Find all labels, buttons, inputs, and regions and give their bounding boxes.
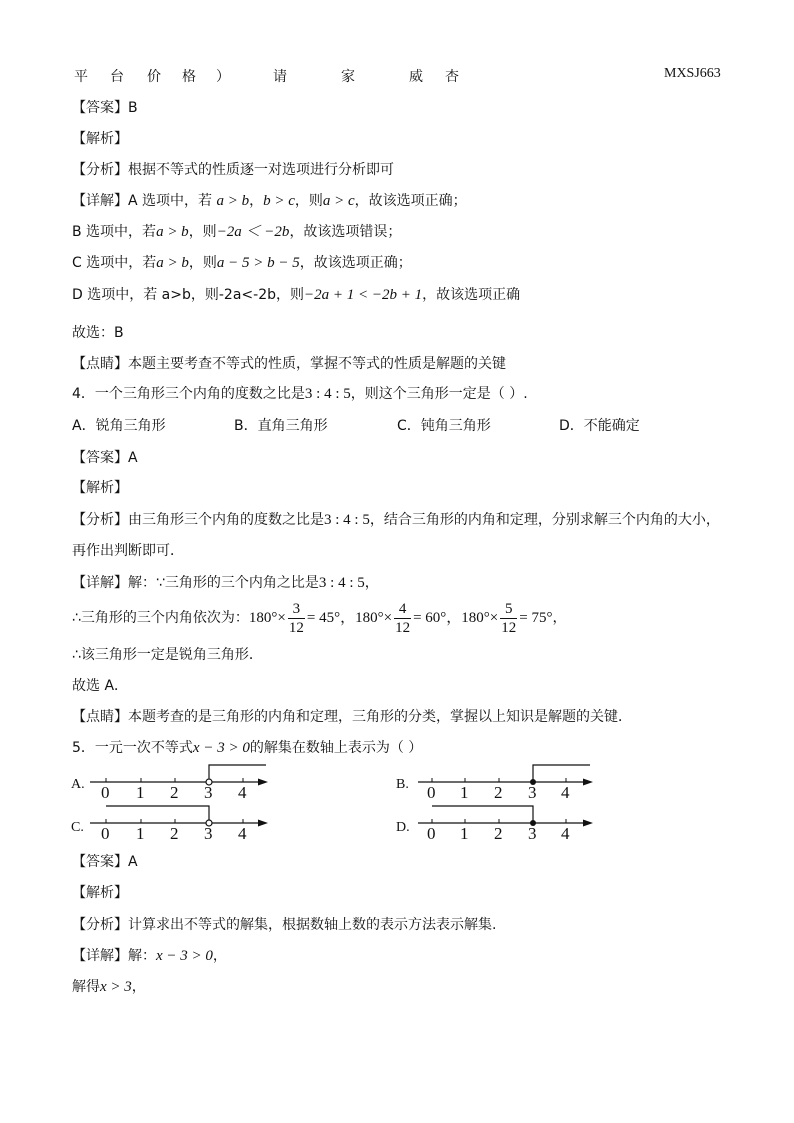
q4-option-a: A．锐角三角形 <box>72 418 166 434</box>
tick-label: 1 <box>460 824 469 843</box>
header-char: 台 <box>110 69 124 85</box>
text: 5．一元一次不等式 <box>72 740 193 756</box>
q5-fenxi: 【分析】计算求出不等式的解集，根据数轴上数的表示方法表示解集. <box>72 917 497 933</box>
text: 【分析】由三角形三个内角的度数之比是 <box>72 512 324 528</box>
text: C 选项中，若 <box>72 255 157 271</box>
math: ，180°× <box>340 610 393 626</box>
q5-option-a-label: A. <box>71 777 85 792</box>
math: 180°× <box>248 610 286 626</box>
fraction <box>394 600 411 637</box>
text: ，故该选项正确； <box>299 255 412 271</box>
math: a > b <box>156 224 189 240</box>
tick-label: 4 <box>561 783 570 802</box>
q5-option-d-numberline <box>418 806 593 843</box>
text: ， <box>364 575 379 591</box>
denominator: 12 <box>288 619 304 636</box>
math: −2a + 1 < −2b + 1 <box>304 287 423 303</box>
q5-stem <box>72 738 422 758</box>
math: = 60° <box>413 610 447 626</box>
text: ， <box>131 979 146 995</box>
text: ，则这个三角形一定是（ ）. <box>350 386 528 402</box>
text: 【详解】解：∵三角形的三个内角之比是 <box>72 575 319 591</box>
header-char: 平 <box>74 69 88 85</box>
q5-option-c-numberline <box>90 806 268 843</box>
tick-label: 0 <box>427 783 436 802</box>
q5-solution <box>72 977 146 997</box>
math: a − 5 > b − 5 <box>216 255 300 271</box>
math: 3 : 4 : 5 <box>324 512 370 528</box>
q3-analysis-heading: 【解析】 <box>72 131 128 147</box>
text: 的解集在数轴上表示为（ ） <box>249 740 423 756</box>
tick-label: 1 <box>460 783 469 802</box>
q3-option-c-detail <box>72 253 412 273</box>
text: 解得 <box>72 979 100 995</box>
text: 【详解】A 选项中，若 <box>72 193 213 209</box>
header-char: 请 <box>273 69 287 85</box>
q4-angles-line <box>72 598 566 638</box>
q5-option-c-label: C. <box>71 820 84 835</box>
q5-xiangjie <box>72 946 227 966</box>
tick-label: 0 <box>101 824 110 843</box>
text: ， <box>212 948 227 964</box>
header-char: 家 <box>341 69 355 85</box>
text: 【详解】解： <box>72 948 156 964</box>
fraction <box>288 600 305 637</box>
text: ，则 <box>188 255 217 271</box>
text: ，则 <box>294 193 323 209</box>
text: B 选项中，若 <box>72 224 157 240</box>
q4-dianjing: 【点睛】本题考查的是三角形的内角和定理，三角形的分类，掌握以上知识是解题的关键． <box>72 709 632 725</box>
math: = 45° <box>306 610 341 626</box>
tick-label: 1 <box>136 783 145 802</box>
denominator: 12 <box>501 619 517 636</box>
q5-option-a-numberline <box>90 765 268 802</box>
tick-label: 2 <box>494 824 503 843</box>
q4-choose: 故选 A． <box>72 678 129 694</box>
q5-analysis-heading: 【解析】 <box>72 885 128 901</box>
math: b > c <box>263 193 295 209</box>
q4-option-c: C．钝角三角形 <box>397 418 491 434</box>
text: ， <box>249 193 264 209</box>
tick-label: 1 <box>136 824 145 843</box>
math: a > b <box>156 255 189 271</box>
math: ，180°× <box>446 610 499 626</box>
text: ∴三角形的三个内角依次为： <box>72 610 249 626</box>
math: 3 : 4 : 5 <box>318 575 365 591</box>
math: = 75° <box>519 610 553 626</box>
math: 3 : 4 : 5 <box>304 386 351 402</box>
text: ，结合三角形的内角和定理，分别求解三个内角的大小， <box>369 512 720 528</box>
tick-label: 2 <box>170 824 179 843</box>
math: a > c <box>322 193 355 209</box>
numerator: 5 <box>500 600 517 619</box>
q3-option-b-detail <box>72 222 401 242</box>
tick-label: 2 <box>170 783 179 802</box>
math: x > 3 <box>100 979 132 995</box>
q5-option-b-label: B. <box>396 777 409 792</box>
tick-label: 3 <box>204 783 213 802</box>
numerator: 4 <box>394 600 411 619</box>
tick-label: 0 <box>101 783 110 802</box>
q4-option-d: D．不能确定 <box>559 418 640 434</box>
q3-fenxi: 【分析】根据不等式的性质逐一对选项进行分析即可 <box>72 162 394 178</box>
tick-label: 4 <box>238 824 247 843</box>
text: ，则 <box>188 224 217 240</box>
tick-label: 2 <box>494 783 503 802</box>
q4-stem <box>72 384 528 404</box>
q5-option-b-numberline <box>418 765 593 802</box>
math: x − 3 > 0 <box>192 740 250 756</box>
text: ，故该选项错误； <box>289 224 402 240</box>
q3-dianjing: 【点睛】本题主要考查不等式的性质，掌握不等式的性质是解题的关键 <box>72 356 506 372</box>
header-char: ） <box>216 69 230 85</box>
header-char: 价 <box>147 69 161 85</box>
math: −2a ＜ −2b <box>216 224 290 240</box>
text: ， <box>552 610 567 626</box>
page-header <box>0 66 794 86</box>
numerator: 3 <box>288 600 305 619</box>
q5-number-lines <box>0 760 794 855</box>
q3-choose: 故选：B <box>72 325 124 341</box>
q3-option-a-detail <box>72 191 467 211</box>
math: a > b <box>216 193 250 209</box>
tick-label: 0 <box>427 824 436 843</box>
q4-option-b: B．直角三角形 <box>234 418 328 434</box>
q4-conclusion: ∴该三角形一定是锐角三角形． <box>72 647 263 663</box>
text: 4．一个三角形三个内角的度数之比是 <box>72 386 305 402</box>
tick-label: 3 <box>204 824 213 843</box>
denominator: 12 <box>395 619 411 636</box>
text: ，故该选项正确 <box>422 287 521 303</box>
q4-answer: 【答案】A <box>72 450 138 466</box>
fraction <box>500 600 517 637</box>
header-char: 格 <box>182 69 196 85</box>
header-char: 威 <box>409 69 423 85</box>
q5-answer: 【答案】A <box>72 854 138 870</box>
header-char: 杏 <box>445 69 459 85</box>
tick-label: 4 <box>561 824 570 843</box>
q4-xiangjie <box>72 573 379 593</box>
tick-label: 3 <box>528 824 537 843</box>
math: x − 3 > 0 <box>156 948 213 964</box>
text: D 选项中，若 a>b，则-2a<-2b，则 <box>72 287 304 303</box>
q3-option-d-detail <box>72 285 520 305</box>
q4-fenxi <box>72 510 720 530</box>
q3-answer: 【答案】B <box>72 100 138 116</box>
tick-label: 3 <box>528 783 537 802</box>
q4-fenxi-line2: 再作出判断即可． <box>72 543 184 559</box>
text: ，故该选项正确； <box>354 193 467 209</box>
header-code: MXSJ663 <box>664 66 721 81</box>
q5-option-d-label: D. <box>396 820 410 835</box>
tick-label: 4 <box>238 783 247 802</box>
q4-analysis-heading: 【解析】 <box>72 480 128 496</box>
